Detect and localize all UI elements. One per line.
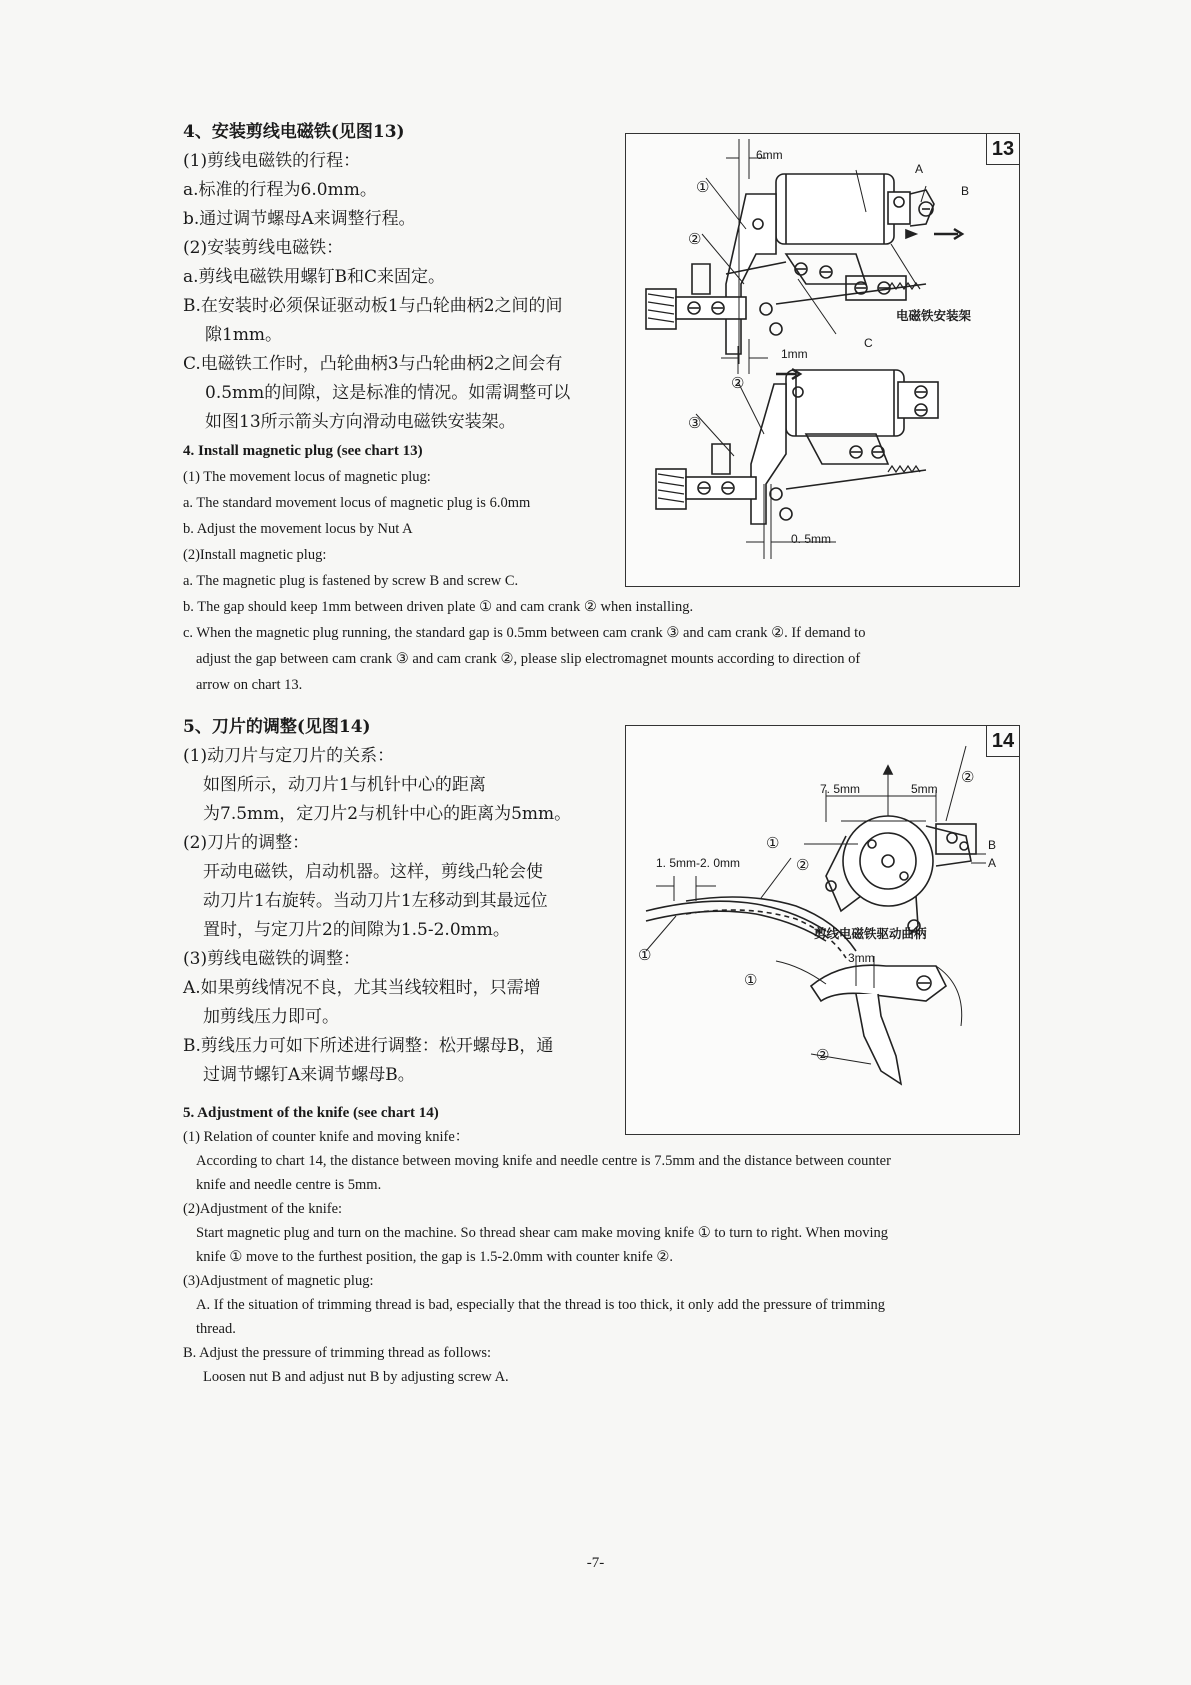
section5-en-line: Start magnetic plug and turn on the machine. So thread shear cam make moving knife ① to turn to right. When moving — [196, 1225, 889, 1241]
section4-zh-line: C.电磁铁工作时，凸轮曲柄3与凸轮曲柄2之间会有 — [183, 354, 563, 374]
section4-zh-line: b.通过调节螺母A来调整行程。 — [183, 209, 416, 229]
label-3mm: 3mm — [848, 951, 875, 965]
section5-zh-line: 过调节螺钉A来调节螺母B。 — [203, 1065, 415, 1085]
figure-13-number: 13 — [986, 134, 1019, 165]
section5-zh-line: (1)动刀片与定刀片的关系： — [183, 746, 395, 766]
callout-1: ① — [696, 179, 710, 196]
section5-en-title: 5. Adjustment of the knife (see chart 14) — [183, 1105, 439, 1121]
figure-14 — [625, 725, 1020, 1135]
section4-en-line: a. The magnetic plug is fastened by screw B and screw C. — [183, 573, 519, 589]
section5-en-line: knife and needle centre is 5mm. — [196, 1177, 382, 1193]
section4-en-line: c. When the magnetic plug running, the standard gap is 0.5mm between cam crank ③ and cam crank ②. If demand to — [183, 625, 866, 641]
label-b: B — [988, 838, 997, 852]
callout-2-lower: ② — [731, 375, 745, 392]
section5-en-line: knife ① move to the furthest position, the gap is 1.5-2.0mm with counter knife ②. — [196, 1249, 674, 1265]
label-5mm: 5mm — [911, 782, 938, 796]
callout-2-top: ② — [961, 769, 975, 786]
section5-zh-line: (3)剪线电磁铁的调整： — [183, 949, 361, 969]
section5-zh-line: (2)刀片的调整： — [183, 833, 310, 853]
section4-zh-line: B.在安装时必须保证驱动板1与凸轮曲柄2之间的间 — [183, 296, 563, 316]
section4-zh-line: a.剪线电磁铁用螺钉B和C来固定。 — [183, 267, 446, 287]
section4-en-line: b. Adjust the movement locus by Nut A — [183, 521, 413, 537]
section4-zh-line: (1)剪线电磁铁的行程： — [183, 151, 361, 171]
section5-en-line: (1) Relation of counter knife and moving knife： — [183, 1129, 470, 1145]
section4-en-line: arrow on chart 13. — [196, 677, 303, 693]
section4-zh-line: 0.5mm的间隙，这是标准的情况。如需调整可以 — [205, 383, 571, 403]
section5-en-line: thread. — [196, 1321, 236, 1337]
section4-en-line: b. The gap should keep 1mm between driven plate ① and cam crank ② when installing. — [183, 599, 694, 615]
section5-en-line: (2)Adjustment of the knife: — [183, 1201, 343, 1217]
section4-zh-title: 4、安装剪线电磁铁(见图13) — [183, 122, 405, 142]
label-6mm: 6mm — [756, 148, 783, 162]
section4-en-line: adjust the gap between cam crank ③ and cam crank ②, please slip electromagnet mounts according to direction of — [196, 651, 861, 667]
section5-en-line: Loosen nut B and adjust nut B by adjusting screw A. — [203, 1369, 509, 1385]
figure-14-number: 14 — [986, 726, 1019, 757]
page-number: -7- — [586, 1555, 605, 1571]
section4-en-title: 4. Install magnetic plug (see chart 13) — [183, 443, 423, 459]
section5-zh-line: 为7.5mm，定刀片2与机针中心的距离为5mm。 — [203, 804, 572, 824]
section4-en-line: a. The standard movement locus of magnetic plug is 6.0mm — [183, 495, 531, 511]
section4-en-line: (2)Install magnetic plug: — [183, 547, 327, 563]
label-a: A — [988, 856, 997, 870]
section5-en-line: According to chart 14, the distance between moving knife and needle centre is 7.5mm and the distance between counter — [196, 1153, 891, 1169]
section5-zh-line: B.剪线压力可如下所述进行调整：松开螺母B，通 — [183, 1036, 554, 1056]
label-7-5mm: 7. 5mm — [820, 782, 861, 796]
figure-13-drawing — [626, 134, 1019, 586]
section5-zh-line: 开动电磁铁，启动机器。这样，剪线凸轮会使 — [203, 862, 543, 882]
section4-zh-line: a.标准的行程为6.0mm。 — [183, 180, 377, 200]
callout-2-mid: ② — [796, 857, 810, 874]
figure-13 — [625, 133, 1020, 587]
callout-2: ② — [688, 231, 702, 248]
section5-zh-line: 置时，与定刀片2的间隙为1.5-2.0mm。 — [203, 920, 510, 940]
section5-zh-line: 动刀片1右旋转。当动刀片1左移动到其最远位 — [203, 891, 548, 911]
callout-1-low: ① — [744, 972, 758, 989]
label-a: A — [915, 162, 924, 176]
section5-en-line: B. Adjust the pressure of trimming thread as follows: — [183, 1345, 492, 1361]
label-1mm: 1mm — [781, 347, 808, 361]
callout-1-top: ① — [766, 835, 780, 852]
section5-zh-title: 5、刀片的调整(见图14) — [183, 717, 371, 737]
callout-1-left: ① — [638, 947, 652, 964]
section4-zh-line: 如图13所示箭头方向滑动电磁铁安装架。 — [205, 412, 516, 432]
label-mount: 电磁铁安装架 — [896, 308, 972, 323]
section5-en-line: A. If the situation of trimming thread is bad, especially that the thread is too thick, it only add the pressure of trimming — [196, 1297, 885, 1313]
label-crank: 剪线电磁铁驱动曲柄 — [814, 926, 927, 941]
section4-zh-line: (2)安装剪线电磁铁： — [183, 238, 344, 258]
callout-2-low: ② — [816, 1047, 830, 1064]
section5-zh-line: 如图所示，动刀片1与机针中心的距离 — [203, 775, 486, 795]
label-0-5mm: 0. 5mm — [791, 532, 832, 546]
label-b: B — [961, 184, 970, 198]
section5-zh-line: 加剪线压力即可。 — [203, 1007, 339, 1027]
section4-en-line: (1) The movement locus of magnetic plug: — [183, 469, 431, 485]
section4-zh-line: 隙1mm。 — [205, 325, 283, 345]
section5-en-line: (3)Adjustment of magnetic plug: — [183, 1273, 374, 1289]
label-gap: 1. 5mm-2. 0mm — [656, 856, 741, 870]
callout-3: ③ — [688, 415, 702, 432]
section5-zh-line: A.如果剪线情况不良，尤其当线较粗时，只需增 — [183, 978, 541, 998]
label-c: C — [864, 336, 873, 350]
